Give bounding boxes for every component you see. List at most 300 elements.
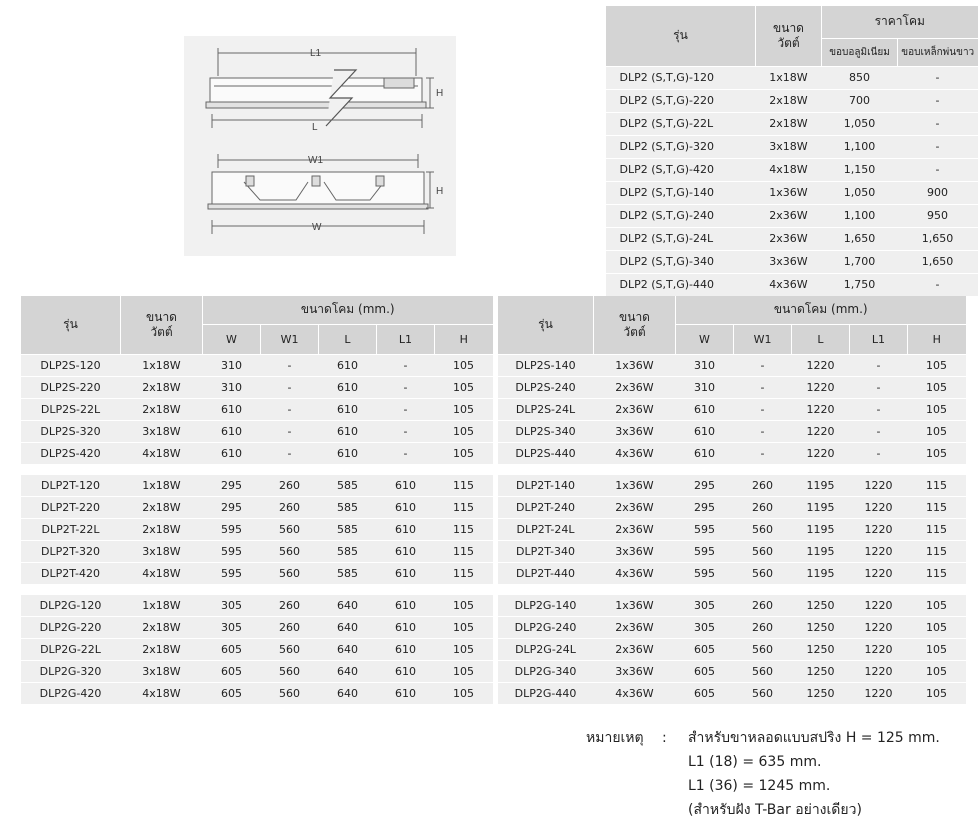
dim-cell-left-w1: 260 — [261, 595, 319, 617]
dim-cell-left-model: DLP2G-420 — [21, 682, 121, 704]
dim-col-l-right: L — [792, 324, 850, 354]
dim-cell-right-watt: 1x36W — [594, 595, 676, 617]
dim-cell-right-l1: 1220 — [850, 518, 908, 540]
dim-cell-right-w: 310 — [676, 376, 734, 398]
dim-cell-right-l: 1195 — [792, 475, 850, 497]
dim-cell-right-w1: 560 — [734, 518, 792, 540]
dim-cell-right-model: DLP2S-440 — [498, 442, 594, 464]
dim-cell-left-l1: - — [377, 398, 435, 420]
dim-cell-right-w1: - — [734, 398, 792, 420]
price-row — [606, 250, 978, 273]
dim-cell-left-watt: 4x18W — [121, 442, 203, 464]
price-cell-model: DLP2 (S,T,G)-24L — [606, 227, 756, 250]
dim-row — [21, 420, 966, 442]
price-cell-watt: 2x18W — [756, 89, 822, 112]
dim-cell-left-l1: - — [377, 442, 435, 464]
dim-cell-left-w: 305 — [203, 616, 261, 638]
dim-cell-right-model: DLP2T-140 — [498, 475, 594, 497]
dim-cell-left-watt: 3x18W — [121, 420, 203, 442]
dim-cell-left-l1: 610 — [377, 475, 435, 497]
dim-cell-left-l1: 610 — [377, 518, 435, 540]
dim-cell-left-l1: 610 — [377, 638, 435, 660]
price-cell-steel: - — [898, 158, 978, 181]
dim-header-watt-right: ขนาด วัตต์ — [594, 296, 676, 354]
price-cell-watt: 2x18W — [756, 112, 822, 135]
dim-cell-left-l1: - — [377, 354, 435, 376]
dim-cell-right-w: 610 — [676, 398, 734, 420]
dim-cell-right-w: 595 — [676, 562, 734, 584]
dim-cell-right-l: 1220 — [792, 442, 850, 464]
dim-cell-right-h: 105 — [908, 354, 966, 376]
price-cell-alu: 700 — [822, 89, 898, 112]
dim-cell-right-h: 105 — [908, 638, 966, 660]
dim-header-size-right: ขนาดโคม (mm.) — [676, 296, 966, 324]
dim-cell-left-w1: 560 — [261, 540, 319, 562]
dim-cell-left-l: 640 — [319, 638, 377, 660]
dim-cell-right-l1: - — [850, 420, 908, 442]
price-cell-steel: - — [898, 89, 978, 112]
dim-cell-left-w: 605 — [203, 682, 261, 704]
price-table — [605, 6, 978, 297]
dim-cell-right-watt: 2x36W — [594, 398, 676, 420]
dim-cell-right-h: 105 — [908, 420, 966, 442]
dim-cell-right-w: 605 — [676, 660, 734, 682]
dim-cell-right-l1: - — [850, 442, 908, 464]
price-cell-steel: 900 — [898, 181, 978, 204]
note-line-3: L1 (36) = 1245 mm. — [688, 778, 831, 794]
dim-cell-right-l1: 1220 — [850, 540, 908, 562]
dim-cell-right-w: 610 — [676, 420, 734, 442]
dim-cell-right-l: 1250 — [792, 682, 850, 704]
dimension-table — [20, 296, 966, 705]
dim-cell-right-watt: 4x36W — [594, 682, 676, 704]
dim-cell-right-w: 610 — [676, 442, 734, 464]
dim-cell-right-w1: 560 — [734, 638, 792, 660]
price-table-body — [606, 66, 978, 296]
dim-cell-right-watt: 2x36W — [594, 616, 676, 638]
dim-cell-left-h: 115 — [435, 496, 493, 518]
dim-header-model-right: รุ่น — [498, 296, 594, 354]
dim-cell-right-w: 605 — [676, 638, 734, 660]
price-cell-model: DLP2 (S,T,G)-140 — [606, 181, 756, 204]
price-header-steel: ขอบเหล็กพ่นขาว — [898, 38, 978, 66]
label-l: L — [312, 122, 318, 133]
dim-row — [21, 442, 966, 464]
dim-cell-left-w1: 560 — [261, 638, 319, 660]
dim-cell-left-w: 605 — [203, 660, 261, 682]
dim-cell-left-l: 610 — [319, 354, 377, 376]
dim-cell-right-watt: 2x36W — [594, 518, 676, 540]
dim-cell-right-l: 1250 — [792, 595, 850, 617]
price-header-model: รุ่น — [606, 6, 756, 66]
dim-cell-left-w1: 560 — [261, 682, 319, 704]
price-cell-steel: - — [898, 66, 978, 89]
note-line-2: L1 (18) = 635 mm. — [688, 754, 822, 770]
dim-cell-left-h: 105 — [435, 616, 493, 638]
dim-cell-left-w: 610 — [203, 398, 261, 420]
dim-cell-right-model: DLP2G-24L — [498, 638, 594, 660]
price-row — [606, 273, 978, 296]
dim-cell-right-l: 1220 — [792, 376, 850, 398]
price-cell-steel: - — [898, 273, 978, 296]
dim-cell-left-l1: 610 — [377, 595, 435, 617]
price-cell-watt: 3x36W — [756, 250, 822, 273]
price-cell-alu: 1,150 — [822, 158, 898, 181]
price-row — [606, 135, 978, 158]
dim-cell-right-w1: - — [734, 442, 792, 464]
price-cell-steel: - — [898, 135, 978, 158]
dim-cell-left-w1: - — [261, 442, 319, 464]
dim-cell-right-h: 115 — [908, 475, 966, 497]
dim-cell-right-model: DLP2T-440 — [498, 562, 594, 584]
dim-row — [21, 540, 966, 562]
dim-cell-right-l: 1250 — [792, 616, 850, 638]
dim-cell-left-w: 595 — [203, 562, 261, 584]
dim-cell-right-h: 115 — [908, 540, 966, 562]
dim-cell-right-model: DLP2S-140 — [498, 354, 594, 376]
price-cell-alu: 1,050 — [822, 112, 898, 135]
dim-cell-right-w1: 260 — [734, 616, 792, 638]
price-cell-alu: 1,050 — [822, 181, 898, 204]
dim-row — [21, 496, 966, 518]
dim-cell-right-l: 1195 — [792, 540, 850, 562]
dim-cell-right-h: 115 — [908, 518, 966, 540]
dim-cell-left-l: 640 — [319, 595, 377, 617]
price-cell-steel: 1,650 — [898, 227, 978, 250]
dim-cell-right-w1: 260 — [734, 496, 792, 518]
dim-cell-left-w: 595 — [203, 518, 261, 540]
dim-col-w1-right: W1 — [734, 324, 792, 354]
dim-cell-left-h: 115 — [435, 540, 493, 562]
dim-cell-right-l1: 1220 — [850, 638, 908, 660]
dim-cell-left-model: DLP2S-220 — [21, 376, 121, 398]
dim-cell-left-w: 295 — [203, 496, 261, 518]
dim-row — [21, 518, 966, 540]
dim-cell-right-model: DLP2G-440 — [498, 682, 594, 704]
dim-cell-right-w1: 560 — [734, 562, 792, 584]
dim-cell-right-h: 115 — [908, 496, 966, 518]
dim-cell-left-l1: - — [377, 376, 435, 398]
group-spacer — [21, 584, 966, 595]
price-cell-model: DLP2 (S,T,G)-420 — [606, 158, 756, 181]
dim-cell-left-model: DLP2S-120 — [21, 354, 121, 376]
dim-cell-right-l1: 1220 — [850, 595, 908, 617]
price-cell-model: DLP2 (S,T,G)-22L — [606, 112, 756, 135]
dim-cell-right-h: 105 — [908, 660, 966, 682]
dim-cell-left-l: 610 — [319, 442, 377, 464]
dim-cell-left-w1: - — [261, 354, 319, 376]
dim-cell-left-model: DLP2T-320 — [21, 540, 121, 562]
label-l1: L1 — [310, 48, 322, 59]
dim-col-w1-left: W1 — [261, 324, 319, 354]
dim-col-w-right: W — [676, 324, 734, 354]
dim-row — [21, 562, 966, 584]
dim-cell-right-h: 105 — [908, 595, 966, 617]
dim-cell-left-l: 610 — [319, 376, 377, 398]
group-spacer — [21, 464, 966, 475]
price-cell-steel: 950 — [898, 204, 978, 227]
price-cell-watt: 1x18W — [756, 66, 822, 89]
dim-cell-right-w: 605 — [676, 682, 734, 704]
dim-cell-right-w1: - — [734, 420, 792, 442]
dim-cell-right-l1: 1220 — [850, 562, 908, 584]
dim-cell-right-w1: - — [734, 354, 792, 376]
dim-cell-right-watt: 4x36W — [594, 562, 676, 584]
dim-row — [21, 376, 966, 398]
dim-cell-left-h: 115 — [435, 475, 493, 497]
dim-cell-right-l1: 1220 — [850, 616, 908, 638]
dim-cell-left-w: 295 — [203, 475, 261, 497]
dim-cell-left-l: 640 — [319, 682, 377, 704]
dim-cell-left-w1: 260 — [261, 475, 319, 497]
dim-cell-left-watt: 2x18W — [121, 616, 203, 638]
price-cell-steel: - — [898, 112, 978, 135]
dim-cell-right-w: 305 — [676, 595, 734, 617]
dim-cell-left-l: 610 — [319, 398, 377, 420]
dim-cell-left-w1: 560 — [261, 660, 319, 682]
dim-cell-right-w: 310 — [676, 354, 734, 376]
dim-cell-left-w: 605 — [203, 638, 261, 660]
dim-cell-left-watt: 4x18W — [121, 562, 203, 584]
dim-cell-right-watt: 3x36W — [594, 420, 676, 442]
dim-cell-left-l: 640 — [319, 616, 377, 638]
dim-cell-left-watt: 1x18W — [121, 595, 203, 617]
dim-cell-right-model: DLP2T-24L — [498, 518, 594, 540]
dim-header-model-left: รุ่น — [21, 296, 121, 354]
dim-cell-left-w1: - — [261, 420, 319, 442]
note-line-4: (สำหรับฝัง T-Bar อย่างเดียว) — [688, 802, 862, 818]
dim-col-h-right: H — [908, 324, 966, 354]
dim-cell-right-w: 295 — [676, 496, 734, 518]
dim-cell-right-w1: 560 — [734, 660, 792, 682]
dim-cell-right-l1: - — [850, 354, 908, 376]
dim-row — [21, 638, 966, 660]
dim-cell-right-l1: - — [850, 376, 908, 398]
dim-cell-right-w: 595 — [676, 518, 734, 540]
price-cell-watt: 4x36W — [756, 273, 822, 296]
dim-row — [21, 398, 966, 420]
price-row — [606, 181, 978, 204]
dim-cell-right-watt: 1x36W — [594, 354, 676, 376]
dim-cell-right-h: 105 — [908, 376, 966, 398]
dim-cell-right-w1: 260 — [734, 475, 792, 497]
dim-cell-right-watt: 3x36W — [594, 540, 676, 562]
dim-cell-right-l1: 1220 — [850, 496, 908, 518]
dim-cell-right-l: 1250 — [792, 638, 850, 660]
dim-cell-left-l: 585 — [319, 496, 377, 518]
dim-cell-left-w: 305 — [203, 595, 261, 617]
dim-cell-right-w1: 260 — [734, 595, 792, 617]
price-cell-watt: 3x18W — [756, 135, 822, 158]
dim-row — [21, 475, 966, 497]
dim-cell-right-l: 1250 — [792, 660, 850, 682]
dim-cell-left-w: 595 — [203, 540, 261, 562]
dim-cell-left-w1: 560 — [261, 518, 319, 540]
dim-cell-right-h: 105 — [908, 442, 966, 464]
dim-cell-left-h: 105 — [435, 660, 493, 682]
dim-cell-left-watt: 3x18W — [121, 660, 203, 682]
dim-cell-left-l1: 610 — [377, 540, 435, 562]
dim-cell-right-w1: 560 — [734, 682, 792, 704]
dim-cell-right-watt: 1x36W — [594, 475, 676, 497]
price-row — [606, 66, 978, 89]
dim-cell-left-h: 105 — [435, 638, 493, 660]
dim-cell-left-h: 105 — [435, 682, 493, 704]
price-cell-alu: 1,100 — [822, 135, 898, 158]
dim-cell-left-w1: 260 — [261, 496, 319, 518]
dim-cell-left-w: 610 — [203, 420, 261, 442]
price-row — [606, 227, 978, 250]
dim-cell-left-l1: - — [377, 420, 435, 442]
dim-cell-left-h: 115 — [435, 518, 493, 540]
dim-cell-left-w: 610 — [203, 442, 261, 464]
dim-cell-left-h: 115 — [435, 562, 493, 584]
price-cell-alu: 1,750 — [822, 273, 898, 296]
dim-cell-left-model: DLP2T-22L — [21, 518, 121, 540]
dim-cell-left-model: DLP2G-220 — [21, 616, 121, 638]
dim-cell-right-w: 595 — [676, 540, 734, 562]
price-cell-model: DLP2 (S,T,G)-240 — [606, 204, 756, 227]
price-cell-alu: 850 — [822, 66, 898, 89]
price-cell-steel: 1,650 — [898, 250, 978, 273]
dim-cell-left-l: 585 — [319, 475, 377, 497]
dim-cell-right-l: 1195 — [792, 518, 850, 540]
price-cell-alu: 1,650 — [822, 227, 898, 250]
price-cell-model: DLP2 (S,T,G)-340 — [606, 250, 756, 273]
label-h-bottom: H — [436, 186, 444, 197]
dim-cell-left-watt: 2x18W — [121, 376, 203, 398]
dim-cell-right-l1: 1220 — [850, 475, 908, 497]
price-row — [606, 158, 978, 181]
dim-cell-right-l: 1195 — [792, 496, 850, 518]
price-row — [606, 112, 978, 135]
price-cell-watt: 2x36W — [756, 204, 822, 227]
dim-row — [21, 616, 966, 638]
price-header-price: ราคาโคม — [822, 6, 978, 38]
price-cell-model: DLP2 (S,T,G)-220 — [606, 89, 756, 112]
dim-cell-right-watt: 2x36W — [594, 496, 676, 518]
dim-cell-right-l1: - — [850, 398, 908, 420]
dim-cell-right-l1: 1220 — [850, 660, 908, 682]
dim-cell-left-l: 585 — [319, 562, 377, 584]
notes-label: หมายเหตุ — [586, 730, 644, 746]
dim-cell-left-model: DLP2S-420 — [21, 442, 121, 464]
dim-cell-left-h: 105 — [435, 442, 493, 464]
price-cell-model: DLP2 (S,T,G)-440 — [606, 273, 756, 296]
dim-cell-right-w1: 560 — [734, 540, 792, 562]
dim-col-l1-right: L1 — [850, 324, 908, 354]
dim-cell-left-model: DLP2S-320 — [21, 420, 121, 442]
price-row — [606, 204, 978, 227]
dim-col-w-left: W — [203, 324, 261, 354]
dim-cell-left-w1: - — [261, 376, 319, 398]
dim-cell-right-l: 1220 — [792, 420, 850, 442]
notes-colon: : — [662, 730, 667, 746]
dim-cell-right-watt: 2x36W — [594, 376, 676, 398]
dim-cell-left-model: DLP2T-220 — [21, 496, 121, 518]
dim-cell-left-l: 585 — [319, 518, 377, 540]
dim-cell-left-watt: 2x18W — [121, 398, 203, 420]
dim-cell-left-w1: 560 — [261, 562, 319, 584]
dim-cell-right-watt: 3x36W — [594, 660, 676, 682]
dim-cell-right-h: 105 — [908, 682, 966, 704]
dim-col-h-left: H — [435, 324, 493, 354]
dim-cell-left-w: 310 — [203, 354, 261, 376]
label-w1: W1 — [308, 155, 323, 166]
price-cell-model: DLP2 (S,T,G)-320 — [606, 135, 756, 158]
dim-cell-right-h: 105 — [908, 398, 966, 420]
dim-cell-right-model: DLP2G-240 — [498, 616, 594, 638]
dim-row — [21, 660, 966, 682]
label-h-top: H — [436, 88, 444, 99]
dim-cell-left-watt: 4x18W — [121, 682, 203, 704]
dim-col-l-left: L — [319, 324, 377, 354]
dim-cell-left-watt: 1x18W — [121, 475, 203, 497]
price-cell-alu: 1,100 — [822, 204, 898, 227]
dim-cell-right-l: 1195 — [792, 562, 850, 584]
price-header-alu: ขอบอลูมิเนียม — [822, 38, 898, 66]
label-w: W — [312, 222, 322, 233]
dim-cell-right-model: DLP2G-140 — [498, 595, 594, 617]
dim-cell-left-l: 585 — [319, 540, 377, 562]
fixture-dimension-drawing — [184, 36, 456, 256]
dim-col-l1-left: L1 — [377, 324, 435, 354]
dim-row — [21, 682, 966, 704]
dim-cell-right-model: DLP2T-340 — [498, 540, 594, 562]
dim-cell-right-model: DLP2S-24L — [498, 398, 594, 420]
dim-cell-right-l: 1220 — [792, 398, 850, 420]
price-cell-alu: 1,700 — [822, 250, 898, 273]
dim-cell-right-w: 295 — [676, 475, 734, 497]
dim-cell-left-model: DLP2G-120 — [21, 595, 121, 617]
dim-cell-left-l1: 610 — [377, 562, 435, 584]
dim-cell-left-h: 105 — [435, 595, 493, 617]
dim-cell-left-w1: - — [261, 398, 319, 420]
dim-cell-left-w: 310 — [203, 376, 261, 398]
price-cell-watt: 2x36W — [756, 227, 822, 250]
dim-cell-right-h: 115 — [908, 562, 966, 584]
price-cell-watt: 1x36W — [756, 181, 822, 204]
dimension-table-body — [21, 354, 966, 704]
dim-cell-left-model: DLP2G-22L — [21, 638, 121, 660]
price-header-watt: ขนาด วัตต์ — [756, 6, 822, 66]
dim-cell-left-watt: 2x18W — [121, 496, 203, 518]
dim-cell-right-model: DLP2S-340 — [498, 420, 594, 442]
dim-cell-left-w1: 260 — [261, 616, 319, 638]
dim-cell-right-model: DLP2T-240 — [498, 496, 594, 518]
dim-cell-left-l1: 610 — [377, 616, 435, 638]
dim-cell-right-model: DLP2S-240 — [498, 376, 594, 398]
dim-cell-right-model: DLP2G-340 — [498, 660, 594, 682]
dim-cell-left-l1: 610 — [377, 660, 435, 682]
dim-cell-right-w1: - — [734, 376, 792, 398]
dim-cell-left-watt: 3x18W — [121, 540, 203, 562]
dim-cell-right-l1: 1220 — [850, 682, 908, 704]
dim-cell-left-h: 105 — [435, 354, 493, 376]
dim-header-size-left: ขนาดโคม (mm.) — [203, 296, 493, 324]
dim-cell-left-watt: 2x18W — [121, 638, 203, 660]
dim-cell-left-h: 105 — [435, 376, 493, 398]
notes-block — [586, 726, 978, 822]
dim-row — [21, 595, 966, 617]
price-cell-model: DLP2 (S,T,G)-120 — [606, 66, 756, 89]
dim-cell-left-model: DLP2G-320 — [21, 660, 121, 682]
dim-cell-right-l: 1220 — [792, 354, 850, 376]
dim-cell-left-model: DLP2T-420 — [21, 562, 121, 584]
dim-cell-right-watt: 4x36W — [594, 442, 676, 464]
dim-cell-left-model: DLP2S-22L — [21, 398, 121, 420]
dim-cell-left-watt: 2x18W — [121, 518, 203, 540]
